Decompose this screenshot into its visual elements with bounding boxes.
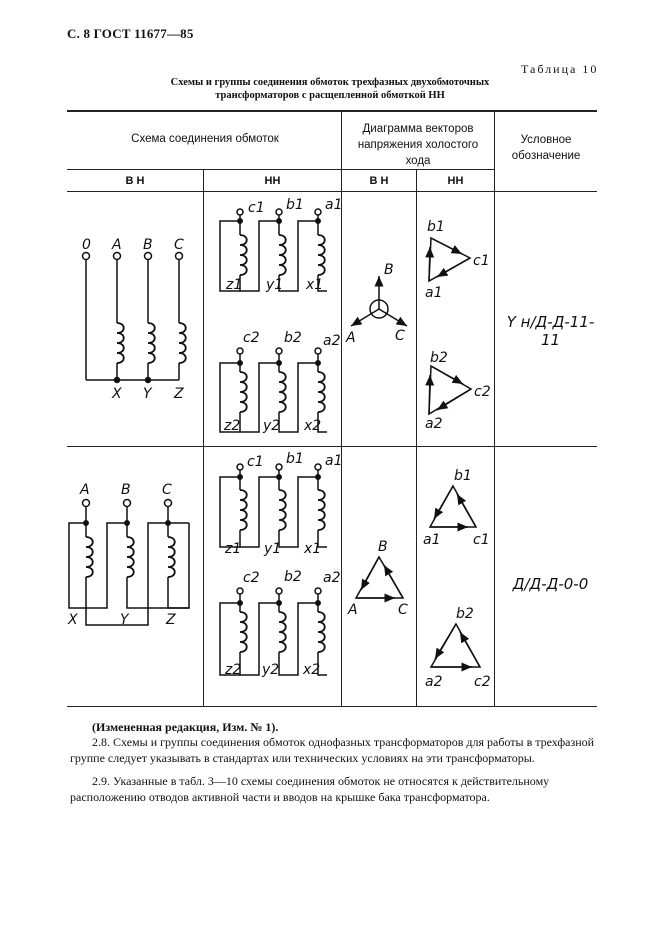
vn2-label-B: B <box>121 482 131 498</box>
page-header: С. 8 ГОСТ 11677—85 <box>67 26 194 41</box>
nn-block4-b2: b2 <box>284 569 302 585</box>
nn-block1-z1: z1 <box>226 277 243 293</box>
nn-block1-y1: y1 <box>266 277 284 293</box>
nn1-vec-b1: b1 <box>427 219 445 235</box>
nn-block2-a2: a2 <box>323 333 341 349</box>
edition-note: (Измененная редакция, Изм. № 1). <box>92 720 279 734</box>
nn-block3-b1: b1 <box>286 451 304 467</box>
nn-block3-c1: c1 <box>247 454 264 470</box>
vn2-end-X: X <box>68 612 78 628</box>
nn-delta-block-3 <box>220 464 327 547</box>
vn1-end-Z: Z <box>174 386 184 402</box>
vn1-label-B: B <box>143 237 153 253</box>
paragraph-2-9: 2.9. Указанные в табл. 3—10 схемы соединения обмоток не относятся к действительному расположению отводов активной части и вводов на крышке бака трансформатора. <box>70 774 550 804</box>
vn1-vec-B: B <box>384 262 394 278</box>
nn-block2-z2: z2 <box>224 418 241 434</box>
designation-row-2: Д/Д-Д-0-0 <box>512 575 589 593</box>
nn-block2-y2: y2 <box>263 418 281 434</box>
nn2-vec-b2: b2 <box>456 606 474 622</box>
nn1-vec-b2: b2 <box>430 350 448 366</box>
nn2-triangle-top <box>430 486 476 527</box>
vn2-label-A: A <box>80 482 90 498</box>
vn1-label-0: 0 <box>82 237 91 253</box>
vn2-end-Z: Z <box>166 612 176 628</box>
paragraph-2-8: 2.8. Схемы и группы соединения обмоток однофазных трансформаторов для работы в трехфазной группе следует указывать в стандартах или технических условиях на эти трансформаторы. <box>70 735 595 765</box>
sub-header-vn: В Н <box>125 175 145 187</box>
vn1-end-X: X <box>112 386 122 402</box>
nn-block4-a2: a2 <box>323 570 341 586</box>
nn-block1-c1: c1 <box>248 200 265 216</box>
nn2-vec-c1: c1 <box>473 532 490 548</box>
row2-vn-delta-scheme <box>69 500 189 626</box>
col-header-scheme: Схема соединения обмоток <box>131 133 279 145</box>
nn1-vec-c1: c1 <box>473 253 490 269</box>
vn2-delta-vector <box>356 557 403 598</box>
vn2-vec-C: C <box>398 602 408 618</box>
nn-block3-a1: a1 <box>325 453 343 469</box>
sub-header-nn-vector: НН <box>447 175 464 187</box>
nn-block4-z2: z2 <box>225 662 242 678</box>
nn2-vec-b1: b1 <box>454 468 472 484</box>
col-header-diagram: Диаграмма векторов напряжения холостого хода <box>357 123 479 167</box>
sub-header-vn-vector: В Н <box>369 175 389 187</box>
nn-block3-z1: z1 <box>225 541 242 557</box>
nn1-triangle-bottom <box>429 366 471 414</box>
nn-block2-c2: c2 <box>243 330 260 346</box>
nn-block1-b1: b1 <box>286 197 304 213</box>
vn1-end-Y: Y <box>143 386 152 402</box>
nn-block1-a1: a1 <box>325 197 343 213</box>
vn1-vec-C: C <box>395 328 405 344</box>
vn2-end-Y: Y <box>120 612 129 628</box>
vn2-vec-A: A <box>348 602 358 618</box>
nn-block4-c2: c2 <box>243 570 260 586</box>
table-number: Таблица 10 <box>521 62 599 76</box>
nn2-triangle-bottom <box>431 624 480 667</box>
nn2-vec-c2: c2 <box>474 674 491 690</box>
vn1-label-C: C <box>174 237 184 253</box>
nn2-vec-a1: a1 <box>423 532 441 548</box>
nn2-vec-a2: a2 <box>425 674 443 690</box>
nn-block4-x2: x2 <box>303 662 321 678</box>
nn1-vec-a2: a2 <box>425 416 443 432</box>
nn-block2-b2: b2 <box>284 330 302 346</box>
nn1-vec-a1: a1 <box>425 285 443 301</box>
nn-block2-x2: x2 <box>304 418 322 434</box>
vn2-label-C: C <box>162 482 172 498</box>
nn-block3-x1: x1 <box>304 541 322 557</box>
col-header-designation: Условное обозначение <box>511 134 581 162</box>
row1-vn-star-scheme <box>83 253 186 383</box>
nn-block1-x1: x1 <box>306 277 324 293</box>
nn1-triangle-top <box>429 238 470 281</box>
nn1-vec-c2: c2 <box>474 384 491 400</box>
vn2-vec-B: B <box>378 539 388 555</box>
table-title: Схемы и группы соединения обмоток трехфазных двухобмоточных трансформаторов с расщепленной обмоткой НН <box>170 77 490 101</box>
sub-header-nn: НН <box>264 175 281 187</box>
vn1-label-A: A <box>112 237 122 253</box>
vn1-vec-A: A <box>346 330 356 346</box>
designation-row-1: Y н/Д-Д-11-11 <box>506 313 595 349</box>
nn-block3-y1: y1 <box>264 541 282 557</box>
vn1-star-vector <box>351 276 407 326</box>
nn-block4-y2: y2 <box>262 662 280 678</box>
